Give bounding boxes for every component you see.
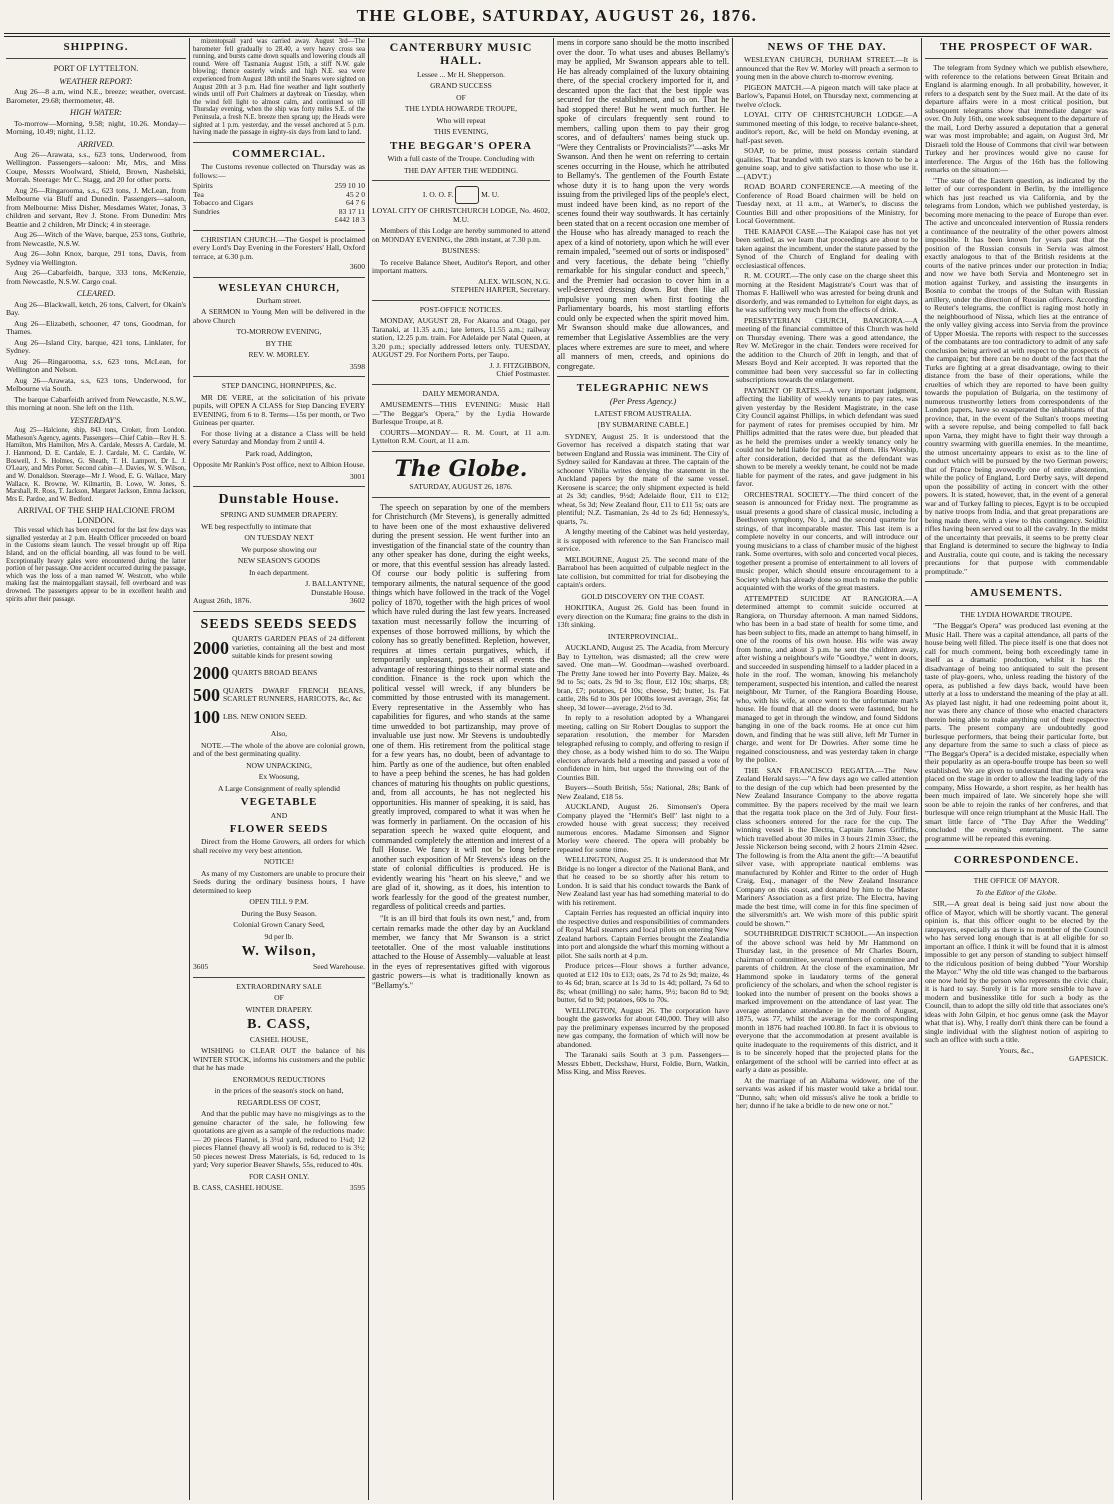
column-rule <box>189 38 190 1500</box>
seeds-direct: Direct from the Home Growers, all orders for which shall receive my very best attention. <box>193 837 365 855</box>
customs-total: £442 18 3 <box>334 215 365 225</box>
column-rule <box>553 38 554 1500</box>
editorial-text-2: "It is an ill bird that fouls its own nest," and, from certain remarks made the other day by an Auckland member, we fancy that Mr Swanson is a strict teetotaller. One of the most valuable institutions attached to the House of Assembly—valuable at least in the eyes of representatives gifted with vigorous gastric powers—is what is traditionally known as "Bellamy's." <box>372 913 550 990</box>
cleared-entry: Aug 26—Blackwall, ketch, 26 tons, Calvert, for Okain's Bay. <box>6 299 186 318</box>
editorial-text: The speech on separation by one of the members for Christchurch (Mr Stevens), is generally admitted to have been one of the most exhaustive delivered during the present session. He went further into an investigation of the financial state of the country than any other speaker has done, during the eight weeks, or more, that this eventful session has already lasted. Of course our body politic is suffering from temporary ailments, the natural sequence of the good things which have followed in the track of the Vogel policy of 1870, together with the high prices of wool which have ruled during the last few years. Increased taxation must necessarily follow the incurring of expenses of those borrowed millions, by which the colony has so greatly benefitted. Repletion, however, requires at times certain purgatives, which, if temporarily unpleasant, possess at all events the advantage of restoring things to their normal state and condition. Finance is the rock upon which the political vessel will wreck, if any blunders be committed by those entrusted with its management. Every representative in the Assembly who has capabilities for figures, and who stands at the same time unwedded to bot partizanship, may prove of invaluable use just now. Mr Stevens is undoubtedly one of them. His retirement from the political stage for a few years has, no doubt, been of advantage to him. Partly as one of the audience, but often enabled to have a peep behind the scenes, he has had golden chances of maturing his thoughts on public questions, and, from all accounts, he has not neglected his opportunities. His manner of speaking, it is said, has greatly improved, compared to what it was when he was formerly in parliament. On the occasion of his separation speech he waxed quite eloquent, and commanded completely the attention and interest of a full House. We fancy it will not be long before another such exposition of Mr Stevens's ideas on the state of colonial difficulties is produced. He is evidently wearing his "heart on his sleeve," and we are glad of it, showing, as it does, his intention to work fearlessly for the good of the greatest number, regardless of political creeds and parties. <box>372 502 550 912</box>
cass-list: And that the public may have no misgivings as to the genuine character of the sale, he following few quotations are given as a sample of the reductions made:— 20 pieces Flannel, is 3½d yard, reduced to 1¼d; 12 pieces Flannel (heavy all wool) is 6d, reduced to is 3½; 50 pieces newest Dress Materials, is 6d, reduced to 1s yard; Very superior Beaver Shawls, 55s, reduced to 40s. <box>193 1109 365 1170</box>
seeds-veg: VEGETABLE <box>240 796 318 809</box>
divider <box>925 581 1108 582</box>
cass-footer <box>193 1184 365 1193</box>
column-editorial <box>372 38 550 1502</box>
column-rule <box>368 38 369 1500</box>
wesleyan-place: Durham street. <box>256 295 302 305</box>
seeds-open: OPEN TILL 9 P.M. <box>249 897 309 907</box>
news-list <box>736 56 918 1111</box>
cass-sig: B. CASS, CASHEL HOUSE. <box>193 1183 284 1193</box>
divider <box>925 848 1108 849</box>
customs-row <box>193 182 365 191</box>
hall-troupe: THE LYDIA HOWARDE TROUPE, <box>404 104 518 114</box>
interprovincial-text: Produce prices—Flour shows a further advance, quoted at £12 10s to £13; oats, 2s 7d to 2s 9d; maize, 4s to 4s 6d; bran, scarce at 1s 3d to 1s 4d; pollard, 7s 6d to 8s; wheat (milling) no sale; hams, 9½; bacon 8d to 9d; butter, 6d to 9d; potatoes, 60s to 70s. <box>557 961 729 1005</box>
divider <box>925 605 1108 606</box>
customs-item: Tea <box>193 189 204 199</box>
news-item: PRESBYTERIAN CHURCH, BANGIORA.—A meeting of the financial committee of this Church was held on Thursday evening. There was a good attendance, the Rev W. McGregor in the chair. Tenders were received for the addition to the Church of 20ft in length, and that of Messrs Boyd and Keir accepted. It was reported that the committee had been very successful so far in collecting subscriptions towards the enlargement. <box>736 315 918 385</box>
amusements-heading: AMUSEMENTS. <box>970 587 1063 600</box>
wesleyan-when: TO-MORROW EVENING, <box>236 327 322 337</box>
arrived-heading: ARRIVED. <box>77 139 115 149</box>
editorial-continued: mens in corpore sano should be the motto inscribed over the door. To what uses and abuses Bellamy's may be applied, Mr Swanson appears able to tell. He has already complained of the luxury obtaining there, of the special crockery imported for it, and descanted upon the fact that the best tipple was secured for the establishment, and so on. That he had stopped there! But he went much further. He spoke of circulars frequently sent round to members, calling upon them to pay their grog scores, and of defaulters' names being stuck up. "Were they Centralists or Provincialists?"—asks Mr Swanson. And then he went on referring to certain scenes occurring in the House, which he attributed to Bellamy's. The gentlemen of the Fourth Estate whose duty it is to hang upon the very words issuing from the privileged lips of the people's elect, must indeed have been kind, as no report of the scenes found their way southwards. It has certainly been stated that on a recent occasion one member of the House who has already managed to reach the apex of a kind of notoriety, upon which he will ever remain impaled, "seemed out of sorts or indisposed" and very facetious, the debate being "chiefly remarkable for his singular conduct and speech," and the Premier had occasion to cover him in a well-deserved dressing down. But then like all impulsive young men when first footing the Parliamentary boards, his most startling efforts could only be expected when the spirit moved him. Mr Swanson should make due allowances, and remember that Legislative Assemblies are the very places where extremes are sure to meet, and where all manners of men, creeds, and opinions do congregate. <box>557 38 729 371</box>
seeds-footer <box>193 963 365 972</box>
seeds-qty: 500 <box>193 684 220 705</box>
dancing-text: MR DE VERE, at the solicitation of his private pupils, will OPEN A CLASS for Step Dancing EVERY EVENING, from 6 to 8. Terms—15s per month, or Two Guineas per quarter. <box>193 392 365 428</box>
arrival-entry: Aug 26—John Knox, barque, 291 tons, Davis, from Sydney via Wellington. <box>6 249 186 267</box>
loyal-sig-2: STEPHEN HARPER, Secretary. <box>450 285 550 295</box>
war-quote: "The state of the Eastern question, as indicated by the letter of our correspondent in Berlin, by the intelligence which has just reached us via California, and by the telegrams from London, which we published yesterday, is becoming more menacing to the peace of Europe than ever. The active and unconcealed intervention of Russia renders a continuance of the neutrality of the other powers almost impossible. It has been known for years past that the position of the Russian consuls in Servia was almost exactly analogous to that of the British residents at the courts of the native princes under our protection in India; and now we have both Servia and Montenegro set in motion against Turkey, and assisting the insurgents in Bosnia to combat the troops of the Sultan with Russian artillery, under the direction of Russian officers. According to Reuter's telegrams, the conflict is raging most hotly in the neighbourhood of Nissa, which lies at the entrance of the only valley giving access into Servia from the province of Upper Moesia. The reports with respect to the successes of the combatants are too contradictory to admit of any safe conclusion being arrived at with respect to the prospects of the campaign; but there can be no doubt of the fact that the Turks are fighting at a great disadvantage, owing to their distance from the base of their operations, while the cruelties of which they are reported to have been guilty towards the population of Bulgaria, on the testimony of numerous trustworthy letters from correspondents of the London papers, have so exasperated the inhabitants of that province, that, in the event of the Sultan's troops meeting with a severe repulse, and being compelled to fall back upon Varna, they might have to fight their way through a country swarming with guerilla enemies. In the meantime, the utmost uncertainty appears to exist as to the line of conduct which will be pursued by the two German powers; that of France being avowedly one of entire abstention, while the policy of England, Lord Derby says, will depend upon the possibility of acting in concert with the other powers. It is stated, however, that, in the event of a general war and of Turkey falling to pieces, Egypt is to be occupied by native troops from India, and that great preparations are being made there, with a view to this contingency. Seidlitz rifles having been served out to all the cavalry. In the midst of the uncertainty that prevails, it seems to be pretty clear that England is determined to secure the highway to India and Australia, coute qui coute, and is taking the necessary precautions for that purpose with commendable promptitude." <box>925 175 1108 576</box>
telegraphic-cable: [BY SUBMARINE CABLE.] <box>597 420 689 430</box>
dunstable-show: We purpose showing our <box>241 544 317 554</box>
loyal-sig-1: ALEX. WILSON, N.G. <box>478 276 550 286</box>
hall-evening: THIS EVENING, <box>433 127 489 137</box>
hall-opera: THE BEGGAR'S OPERA <box>389 139 533 152</box>
divider <box>193 230 365 231</box>
seeds-during: During the Busy Season. <box>241 908 317 918</box>
customs-value: 83 17 11 <box>338 206 365 216</box>
correspondence-heading: CORRESPONDENCE. <box>953 854 1080 867</box>
ad-ref: 3605 <box>193 962 209 972</box>
globe-date: SATURDAY, AUGUST 26, 1876. <box>409 482 513 492</box>
column-rule <box>921 38 922 1500</box>
correspondence-text: SIR,—A great deal is being said just now about the office of Mayor, which will be shortly vacant. The general opinion is, that this officer ought to be elected by the ratepayers, especially as there is no member of the Council who has served long enough that is at all eligible for so important an office. I think it will be found that it is almost impossible to get any person of standing to subject himself to the ridiculous position of being dubbed "Your Worship the Mayor." Why the old title was changed to the barbarous one now held by the person who represents the civic chair, it is hard to say. Surely it is far more sensible to have a modern and businesslike title for such a body as the Council, than to adopt the silly old title that associates one's ideas with John Gilpin, et hoc genus omne (ask the Mayor what that is). Why, I really don't think there can be found a single individual with the slightest notion of aspiring to such an office with such a title. <box>925 899 1108 1045</box>
shipping-notes: The barque Cabarfeidh arrived from Newcastle, N.S.W., this morning at noon. She left on the 11th. <box>6 394 186 413</box>
commercial-heading: COMMERCIAL. <box>232 147 326 160</box>
dancing-address: Park road, Addington, <box>245 448 313 458</box>
yesterday-heading: YESTERDAY'S. <box>69 415 123 425</box>
war-heading: THE PROSPECT OF WAR. <box>939 41 1094 53</box>
telegraphic-latest: LATEST FROM AUSTRALIA. <box>594 408 692 418</box>
arrival-entry: Aug 26—Cabarfeidh, barque, 333 tons, McKenzie, from Newcastle, N.S.W. Cargo coal. <box>6 268 186 286</box>
seeds-sig-2: Seed Warehouse. <box>313 962 365 972</box>
customs-value: 64 7 6 <box>346 198 365 208</box>
telegraphic-sydney: SYDNEY, August 25. It is understood that the Governor has received a dispatch stating that war between England and Russia was imminent. The City of Sydney sailed for Kandavau at three. The captain of the schooner Vibilia writes denying the statement in the Auckland papers by the mate of the same vessel. Kerosene is scarce; the only shipment expected is held at 2s 3d; candles, 9½d; Adelaide flour, £11 to £12; wheat, 5s 3d; New Zealand flour, £11 to £11 5s; oats are plentiful; N.Z. Tasmanian, 2s 4d to 2s 6d; Hennessy's, quarts, 7s. <box>557 431 729 526</box>
seeds-item <box>193 663 365 683</box>
water-heading: HIGH WATER: <box>70 108 122 118</box>
news-item: WESLEYAN CHURCH, DURHAM STREET.—It is announced that the Rev W. Morley will preach a sermon to young men in the above church to-morrow evening. <box>736 55 918 82</box>
ioof-right: M. U. <box>481 189 500 199</box>
news-item: PAYMENT OF RATES.—A very important judgment, affecting the liability of weekly tenants to pay rates, was given yesterday by the Resident Magistrate, in the case City Council against Phillips, in which defendant was sued for payment of rates for premises occupied by him. Mr Phillips admitted that the rates were due, but pleaded that as he held the premises under a weekly tenancy only he could not be held liable for payment of them. His Worship, after consideration, decided that as the defendant was shown to be merely a weekly tenant, he could not be made liable for payment of the rates, and gave judgment in his favor. <box>736 385 918 489</box>
hall-of: OF <box>456 92 466 102</box>
interprovincial-title: INTERPROVINCIAL. <box>607 631 679 641</box>
memo-title: DAILY MEMORANDA. <box>422 388 500 398</box>
loyal-business-text: To receive Balance Sheet, Auditor's Report, and other important matters. <box>372 257 550 276</box>
divider <box>372 451 550 452</box>
dunstable-date-text: August 26th, 1876. <box>193 596 252 606</box>
seeds-unpack: NOW UNPACKING, <box>246 760 312 770</box>
dunstable-sub: SPRING AND SUMMER DRAPERY. <box>220 510 338 520</box>
sale-of: OF <box>274 993 284 1003</box>
news-item: ORCHESTRAL SOCIETY.—The third concert of the season is announced for Friday next. The programme as usual presents a good share of classical music, including a Beethoven symphony, No 1, and the second quartette for strings, of that incomparable master. This last item is a complete novelty in our concerts, and will introduce our young musicians to a class of chamber music of the highest rank. Some overtures, with solo and concerted vocal pieces, together present a promise of entertainment to all lovers of music proper, which should ensure encouragement to a Society which has already done so much to make the public acquainted with the works of the great masters. <box>736 489 918 593</box>
seeds-price: 9d per lb. <box>264 931 294 941</box>
dancing-title: STEP DANCING, HORNPIPES, &c. <box>221 381 337 391</box>
dancing-text-2: For those living at a distance a Class will be held every Saturday and Monday from 2 until 4. <box>193 428 365 447</box>
amusements-text: "The Beggar's Opera" was produced last evening at the Music Hall. There was a capital attendance, all parts of the house being well filled. The piece itself is one that does not call for much comment, being both exceedingly tame in itself as a dramatic production, whilst it has the disadvantage of being too antiquated to suit the present taste of play-goers, who, unless reading the history of the opera, as published a few days back, would have been utterly at a loss to understand the meaning of the play at all. As played last night, it had one redeeming point about it, nor was there any chance of those who enacted characters therein being able to make anything out of their respective parts. The present company are undoubtedly good burlesque performers, that being their particular forte, but any departure from the same to such a class of piece as "The Beggar's Opera" is a decided mistake, especially when their popularity as an opera-bouffe troupe has been so well established. We are given to understand that the opera was placed on the stage in order to allow the leading lady of the company, Miss Howarde, a short respite, as her health has been much impaired of late. We sincerely hope she will soon be able to rejoin the ranks of her confreres, and that burlesque will once reign triumphant at the Music Hall. The smart little farce of "The Day After the Wedding" concluded the evening's entertainment. The same programme will be repeated this evening. <box>925 621 1108 843</box>
arrival-entry: Aug 26—Witch of the Wave, barque, 253 tons, Guthrie, from Newcastle, N.S.W. <box>6 230 186 248</box>
news-item: PIGEON MATCH.—A pigeon match will take place at Barlow's, Papanui Hotel, on Thursday next, commencing at twelve o'clock. <box>736 82 918 109</box>
cass-text: WISHING to CLEAR OUT the balance of his WINTER STOCK, informs his customers and the public that he has made <box>193 1046 365 1073</box>
memo-courts: COURTS—MONDAY— R. M. Court, at 11 a.m. Lyttelton R.M. Court, at 11 a.m. <box>372 427 550 446</box>
news-item: THE KAIAPOI CASE.—The Kaiapoi case has not yet been settled, as we learn that proceedings are about to be taken against the incumbent, under the statute passed by the Synod of the Church of England for dealing with ecclesiastical offences. <box>736 226 918 270</box>
seeds-qty: 2000 <box>193 662 229 683</box>
amusements-sub: THE LYDIA HOWARDE TROUPE. <box>960 609 1073 619</box>
cass-reduce: ENORMOUS REDUCTIONS <box>232 1074 326 1084</box>
divider <box>193 977 365 978</box>
hall-cast: With a full caste of the Troupe. Concluding with <box>387 154 535 164</box>
seeds-desc: QUARTS DWARF FRENCH BEANS, SCARLET RUNNERS, HARICOTS, &c, &c <box>223 685 365 703</box>
correspondence-to: To the Editor of the Globe. <box>975 887 1058 897</box>
cleared-entry: Aug 26—Ringarooma, s.s, 623 tons, McLean, for Wellington and Nelson. <box>6 356 186 375</box>
seeds-item <box>193 685 365 705</box>
cass-prices: in the prices of the season's stock on hand, <box>214 1086 344 1096</box>
war-text: The telegram from Sydney which we publish elsewhere, with reference to the relations between Great Britain and England is alarming enough. In all probability, however, it refers to a despatch sent by the Suez mail. At the date of its departure affairs were in a most critical position, but subsequent telegrams show that immediate danger was over. On July 16th, one week subsequent to the departure of the mail, Lord Derby assured a deputation that a general war was most improbable; and again, on August 3rd, Mr Disraeli told the House of Commons that civil war between Turkey and her provinces would give no cause for interference. The Argus of the 16th has the following remarks on the situation:— <box>925 63 1108 175</box>
dunstable-goods: NEW SEASON'S GOODS <box>237 556 321 566</box>
customs-item: Sundries <box>193 206 220 216</box>
customs-item: Tobacco and Cigars <box>193 198 254 208</box>
lodge-emblem-icon <box>455 186 479 204</box>
dunstable-when: ON TUESDAY NEXT <box>244 533 314 543</box>
arrival-entry: Aug 26—Arawata, s.s., 623 tons, Underwood, from Wellington. Passengers—saloon: Mr, Mrs, and Miss Coupe, Messrs Woolward, Shield, Brown, Nashelski, Morrah. Steerage: Mr C. Stagg, and 20 for other ports. <box>6 149 186 185</box>
arrival-heading: ARRIVAL OF THE SHIP HALCIONE FROM LONDON. <box>17 506 175 525</box>
divider <box>6 58 186 59</box>
seeds-and: AND <box>270 810 288 820</box>
sale-title: EXTRAORDINARY SALE <box>236 981 322 991</box>
seeds-qty: 2000 <box>193 637 229 658</box>
divider <box>372 180 550 181</box>
cleared-entry: Aug 26—Elizabeth, schooner, 47 tons, Goodman, for Thames. <box>6 318 186 337</box>
post-sig-2: Chief Postmaster. <box>496 369 550 379</box>
seeds-desc: QUARTS BROAD BEANS <box>232 667 318 677</box>
interprovincial-text: WELLINGTON, August 26. The corporation have bought the gasworks for about £40,000. They will also pay the preliminary expenses incurred by the proposed new gas company, the formation of which will now be abandoned. <box>557 1005 729 1049</box>
post-title: POST-OFFICE NOTICES. <box>419 304 503 314</box>
yesterday-text: Aug 25—Halcione, ship, 843 tons, Croker, from London. Matheson's Agency, agents. Passengers—Chief Cabin—Rev H. S. Hamilton, Mrs Hamilton, Mrs A. Cardale, Messrs A. Cardale, M. J. Hanmond, D. E. Cardale, E. J. Cardale, M. C. Cardale, W. Boswell, J. S. Holmes, G. Sheath, T. H. Lamport, Dr L. J. O'Leary, and Mrs Porter. Second cabin—J. Davies, W. S. Wilson, and W. Donaldson. Steerage—Mr J. Wood, E. G. Wallace, Mary Wallace, K. Browne, W. Kilmartin, B. Lowe, W. Jones, S. Marshall, R. Ross, T. Jackson, Margaret Jackson, Emma Jackson, Mrs E. Pardoe, and W. Bedford. <box>6 427 186 503</box>
column-advertisements <box>193 38 365 1502</box>
cass-regardless: REGARDLESS OF COST, <box>237 1097 321 1107</box>
divider <box>193 277 365 278</box>
correspondence-sub: THE OFFICE OF MAYOR. <box>973 876 1060 886</box>
divider <box>193 486 365 487</box>
divider <box>193 142 365 143</box>
interprovincial-text: Buyers—South British, 55s; National, 28s; Bank of New Zealand, £18 5s. <box>557 783 729 801</box>
ad-ref: 3602 <box>349 596 365 606</box>
news-item: R. M. COURT.—The only case on the charge sheet this morning at the Resident Magistrate's Court was that of Thomas F. Halliwell who was arrested for being drunk and disorderly, and was remanded to Lyttelton for eight days, as he was suffering very much from the effects of drink. <box>736 271 918 315</box>
customs-table <box>193 182 365 216</box>
voyage-text: mizentopsail yard was carried away. August 3rd—The barometer fell gradually to 28.40, a very heavy cross sea running, and bursts came down squalls and lowering clouds all round. Were off Tasmania August 15th, a stiff N.W. gale blowing; thence easterly winds and high N.E. sea were experienced from August 18th until the Snares were sighted on August 20th at 3 p.m. Had fine weather and light southerly winds until off Port Chalmers at daybreak on Tuesday, when the wind fell light to almost calm, and continued so till Thursday evening, when the ship was forty miles S.E. of the Peninsula, a fresh N.E. breeze then sprang up; the Heads were sighted at 1 p.m. yesterday, and the vessel anchored at 5 p.m. having made the passage in eighty-six days from land to land. <box>193 38 365 137</box>
news-heading: NEWS OF THE DAY. <box>767 41 887 53</box>
interprovincial-text: The Taranaki sails South at 3 p.m. Passengers—Messrs Ebbett, Deckshaw, Hurst, Foldie, Burn, Watkin, Miss King, and Miss Reeves. <box>557 1050 729 1077</box>
news-item: ROAD BOARD CONFERENCE.—A meeting of the Conference of Road Board chairmen will be held on Tuesday next, at 11 a.m., at Warner's, to discuss the Counties Bill and other propositions of the Ministry, for Local Government. <box>736 182 918 226</box>
ad-ref: 3598 <box>349 361 365 371</box>
gold-title: GOLD DISCOVERY ON THE COAST. <box>581 591 705 601</box>
news-item: At the marriage of an Alabama widower, one of the servants was asked if his master would take a bridal tour. "Dunno, sah; when old missus's alive he took a bridle to her; dunno if he take a bridle to de new one or not." <box>736 1075 918 1111</box>
customs-item: Spirits <box>193 181 213 191</box>
seeds-desc: QUARTS GARDEN PEAS of 24 different varieties, containing all the best and most suitable kinds for present sowing <box>232 634 365 661</box>
dancing-address-2: Opposite Mr Rankin's Post office, next to Albion House. <box>193 460 365 470</box>
weather-text: Aug 26—8 a.m, wind N.E., breeze; weather, overcast. Barometer, 29.68; thermometer, 48. <box>6 87 186 105</box>
ad-ref: 3600 <box>349 262 365 272</box>
divider <box>372 384 550 385</box>
seeds-desc: LBS. NEW ONION SEED. <box>223 711 308 721</box>
dunstable-title: Dunstable House. <box>218 492 340 508</box>
loyal-business: BUSINESS: <box>442 246 480 256</box>
seeds-consign: A Large Consignment of really splendid <box>218 783 340 793</box>
ad-ref: 3595 <box>349 1183 365 1193</box>
seeds-item <box>193 635 365 661</box>
seeds-notice: NOTICE! <box>263 857 295 867</box>
hall-repeat: Who will repeat <box>436 115 486 125</box>
column-shipping <box>6 38 186 1502</box>
masthead-rule <box>4 33 1110 34</box>
dunstable-text: WE beg respectfully to intimate that <box>201 521 312 531</box>
column-war-amusements <box>925 38 1108 1502</box>
telegraphic-heading: TELEGRAPHIC NEWS <box>576 382 710 395</box>
loyal-title: LOYAL CITY OF CHRISTCHURCH LODGE, No. 4602, M.U. <box>372 206 550 224</box>
hall-lessee: Lessee ... Mr H. Shepperson. <box>417 69 505 79</box>
wesleyan-rev: REV. W. MORLEY. <box>248 350 310 360</box>
column-telegraphic <box>557 38 729 1502</box>
customs-value: 259 10 10 <box>334 181 365 191</box>
column-rule <box>732 38 733 1500</box>
interprovincial-text: AUCKLAND, August 25. The Acadia, from Mercury Bay to Lyttelton, was dismasted; all the crew were saved. One man—W. Goodman—washed overboard. The Pretty Jane towed her into Poverty Bay. Maize, 4s 9d to 5s; oats, 2s 9d to 3s; flour, £12 10s; sharps, £8; bran, £7; potatoes, £4 10s; cheese, 9d; butter, 1s. Fat cattle, 28s 6d to 30s per 100lbs lowest average, 26s; fat sheep, 3d lower—average, 2½d to 3d. <box>557 643 729 712</box>
seeds-canary: Colonial Grown Canary Seed, <box>233 920 325 930</box>
news-item: ATTEMPTED SUICIDE AT RANGIORA.—A determined attempt to commit suicide occurred at Rangiora, on Thursday afternoon. A man named Siddons, who has been in a bad state of health for some time, and has been subject to fits, made an attempt to hang himself, in one of the rooms of his own house. His wife was away from home, and about 3 p.m. he sent the children away, after wishing a neighbour's wife "Goodbye," went in doors, and succeeded in suspending himself to a ladder placed in a hole in the roof. The woman, knowing his melancholy temperament, suspected his intention, and called the nearest neighbour, Mr Turner, of the Rangiora Boarding House, who, with his wife, at once went to the unfortunate man's house. He found that all the doors were fastened, but he managed to get in through the window, and found Siddons hanging in one of the back rooms. He at once cut him down, and finding that he was still alive, left Mr Turner in charge, and went for Dr Dowries. After some time he regained consciousness, and was yesterday taken in charge by the police. <box>736 593 918 765</box>
seeds-also: Also, <box>270 729 288 739</box>
loyal-text: Members of this Lodge are hereby summoned to attend on MONDAY EVENING, the 28th instant, at 7.30 p.m. <box>372 226 550 244</box>
port-heading: PORT OF LYTTELTON. <box>53 64 139 74</box>
seeds-list <box>193 635 365 727</box>
divider <box>925 871 1108 872</box>
divider <box>372 300 550 301</box>
arrival-entry: Aug 26—Ringarooma, s.s., 623 tons, J. McLean, from Melbourne via Bluff and Dunedin. Passengers—saloon, from Melbourne: Miss Disher, Mesdames Water, Jonas, 3 children and servant, Rev J. Stone. From Dunedin: Mrs Beattie and 2 children, Mr Dinck; 4 in steerage. <box>6 185 186 229</box>
seeds-item <box>193 707 365 727</box>
divider <box>372 497 550 498</box>
telegraphic-cabinet: A lengthy meeting of the Cabinet was held yesterday, it is supposed with reference to the San Francisco mail service. <box>557 527 729 554</box>
cleared-entry: Aug 26—Island City, barque, 421 tons, Linklater, for Sydney. <box>6 337 186 356</box>
interprovincial-text: WELLINGTON, August 25. It is understood that Mr Bridge is no longer a director of the National Bank, and that he ceased to be so shortly after his return to London. It is said that his conduct towards the Bank of New Zealand last year has had something material to do with his retirement. <box>557 855 729 907</box>
sale-what: WINTER DRAPERY. <box>245 1004 313 1014</box>
christian-church-notice: CHRISTIAN CHURCH.—The Gospel is proclaimed every Lord's Day Evening in the Foresters' Hall, Oxford terrace, at 6.30 p.m. <box>193 234 365 261</box>
seeds-qty: 100 <box>193 707 220 728</box>
seeds-notice-text: As many of my Customers are unable to procure their Seeds during the ordinary business hours, I have determined to keep <box>193 868 365 895</box>
divider <box>925 58 1108 59</box>
shipping-heading: SHIPPING. <box>63 41 129 53</box>
post-text: MONDAY, AUGUST 28, For Akaroa and Otago, per Taranaki, at 11.35 a.m.; late letters, 11.55 a.m.; railway station, 12.25 p.m. train. For Adelaide per Natal Queen, at 3.20 p.m.; specially addressed letters only. TUESDAY, AUGUST 29. For Northern Ports, per Taupo. <box>372 316 550 360</box>
masthead: THE GLOBE, SATURDAY, AUGUST 26, 1876. <box>356 6 758 25</box>
dunstable-date <box>193 597 365 606</box>
seeds-sig: W. Wilson, <box>241 944 317 960</box>
correspondence-sig-2: GAPESICK. <box>1068 1054 1108 1064</box>
interprovincial-text: AUCKLAND, August 26. Simonsen's Opera Company played the "Hermit's Bell" last night to a crowded house with great success; they received numerous encores. Madame Simonsen and Signor Morley were cheered. The opera will probably be repeated for some time. <box>557 802 729 854</box>
wesleyan-text: A SERMON to Young Men will be delivered in the above Church <box>193 307 365 325</box>
wesleyan-by: BY THE <box>265 338 293 348</box>
dunstable-dept: In each department. <box>248 567 310 577</box>
divider <box>193 376 365 377</box>
ioof-left: I. O. O. F. <box>422 189 454 199</box>
news-item: THE SAN FRANCISCO REGATTA.—The New Zealand Herald says:—"A few days ago we called attention to the design of the cup which had been presented by the New Zealand Insurance Company to the above regatta committee. By the papers received by the mail we learn that the regatta took place on the 3rd of July. Four first-class schooners entered for the race for the cup. The winning vessel is the Electra, Captain James Griffiths, which travelled about 30 miles in 3 hours 21min 33sec, the Jessie Nickerson being second, with 2 hours 21min 42sec. The following is from the Alta anent the gift:—'A beautiful silver vase, with appropriate nautical emblems was manufactured by Kohler and Ritter to the order of Hugh Craig, Esq., manager of the New Zealand Insurance Company on this coast, and donated by him to the Master Mariners' Association as a first prize. The Electra, having made the best time, will come in for this fine specimen of the silversmith's art. We wish more of this public spirit could be shown.'" <box>736 765 918 928</box>
divider <box>193 611 365 612</box>
cass-house: CASHEL HOUSE, <box>249 1034 309 1044</box>
telegraphic-melbourne: MELBOURNE, August 25. The second mate of the Barrabool has been acquitted of culpable neglect in the late collision, but committed for trial for disobeying the captain's orders. <box>557 554 729 590</box>
correspondence-sig-1: Yours, &c., <box>999 1045 1034 1055</box>
cass-title: B. CASS, <box>247 1017 311 1033</box>
interprovincial-text: In reply to a resolution adopted by a Whangarei meeting, calling on Sir Robert Douglas to support the separation resolution, the member for Marsden telegraphed refusing to comply, and offering to resign if they chose, as a body wished him to do so. The Waipu electors afterwards held a meeting and passed a vote of confidence in him, but urged the throwing out of the Counties Bill. <box>557 713 729 782</box>
ioof-line <box>372 186 550 204</box>
weather-heading: WEATHER REPORT: <box>59 76 133 86</box>
news-item: LOYAL CITY OF CHRISTCHURCH LODGE.—A summoned meeting of this lodge, to receive balance-sheet, auditor's report, &c, will be held on Monday evening, at half-past seven. <box>736 110 918 145</box>
hall-success: GRAND SUCCESS <box>430 81 492 91</box>
seeds-note: NOTE.—The whole of the above are colonial grown, and of the best germinating quality. <box>193 740 365 759</box>
seeds-title: SEEDS SEEDS SEEDS <box>200 616 358 632</box>
customs-intro: The Customs revenue collected on Thursday was as follows:— <box>193 162 365 180</box>
hall-title: CANTERBURY MUSIC HALL. <box>389 40 533 68</box>
news-item: SOAP, to be prime, must possess certain standard qualities. That branded with two stars is known to be be a genuine soap, and to give satisfaction to those who use it.—(ADVT.) <box>736 146 918 181</box>
post-sig: J. J. FITZGIBBON, <box>489 360 550 370</box>
hall-day: THE DAY AFTER THE WEDDING. <box>403 165 519 175</box>
seeds-flower: FLOWER SEEDS <box>229 823 329 836</box>
masthead-rule-2 <box>4 36 1110 37</box>
cass-cash: FOR CASH ONLY. <box>248 1171 310 1181</box>
seeds-ex: Ex Woosung, <box>258 772 300 782</box>
memo-amusements: AMUSEMENTS—THIS EVENING: Music Hall—"The Beggar's Opera," by the Lydia Howarde Burlesque Troupe, at 8. <box>372 400 550 427</box>
wesleyan-title: WESLEYAN CHURCH, <box>218 282 340 294</box>
divider <box>557 376 729 377</box>
dunstable-sig: J. BALLANTYNE, <box>305 579 365 589</box>
telegraphic-agency: (Per Press Agency.) <box>609 397 677 407</box>
globe-title: The Globe. <box>394 455 528 482</box>
arrival-text: This vessel which has been expected for the last few days was signalled yesterday at 2 p.m. Health Officer proceeded on board in the Customs steam launch. The vessel brought up off Ripa Island, and on the official boarding, all was found to be well. Exceptionally heavy gales were encountered during the latter portion of her passage. One accident occurred during the passage, which was the loss of a man named W. Westcott, who while making fast the maintopgallant staysail, fell overboard and was drowned. The passengers appear to be in excellent health and spirits after their passage. <box>6 527 186 603</box>
ad-ref: 3001 <box>349 471 365 481</box>
column-news-of-the-day <box>736 38 918 1502</box>
interprovincial-text: Captain Ferries has requested an official inquiry into the respective duties and responsibilities of commanders of Royal Mail steamers and local pilots on entering New Zealand harbors. Captain Ferries brought the Zealandia into port and alongside the wharf this morning without a pilot. She sails north at 4 p.m. <box>557 908 729 960</box>
cleared-heading: CLEARED. <box>76 289 116 299</box>
customs-value: 45 2 0 <box>346 189 365 199</box>
cleared-entry: Aug 26—Arawata, s.s, 623 tons, Underwood, for Melbourne via South. <box>6 375 186 394</box>
water-text: To-morrow—Morning, 9.58; night, 10.26. Monday—Morning, 10.49; night, 11.12. <box>6 118 186 137</box>
news-item: SOUTHBRIDGE DISTRICT SCHOOL.—An inspection of the above school was held by Mr Hammond on Thursday last, in the presence of Mr Charles Bourn, chairman of committee, several members of committee and parents of children. At the close of the examination, Mr Hammond spoke in laudatory terms of the general proficiency of the scholars, and when the school register is looked into the number of present on the books shows a marked improvement on the attendance of last year. The average attendance attendance in the month of August, 1875, was 77, whilst the average for the corresponding month in 1876 had reached 100.80. In fact it is obvious to everyone that the accommodation at present available is quite inadequate to the requirements of this district, and it is to be sincerely hoped that the projected plans for the enlargement of the school will be carried into effect at as early a date as possible. <box>736 929 918 1075</box>
gold-text: HOKITIKA, August 26. Gold has been found in every direction on the Kumara; fine grains to the dish in 13ft sinking. <box>557 603 729 630</box>
dunstable-sig-2: Dunstable House. <box>311 587 365 597</box>
